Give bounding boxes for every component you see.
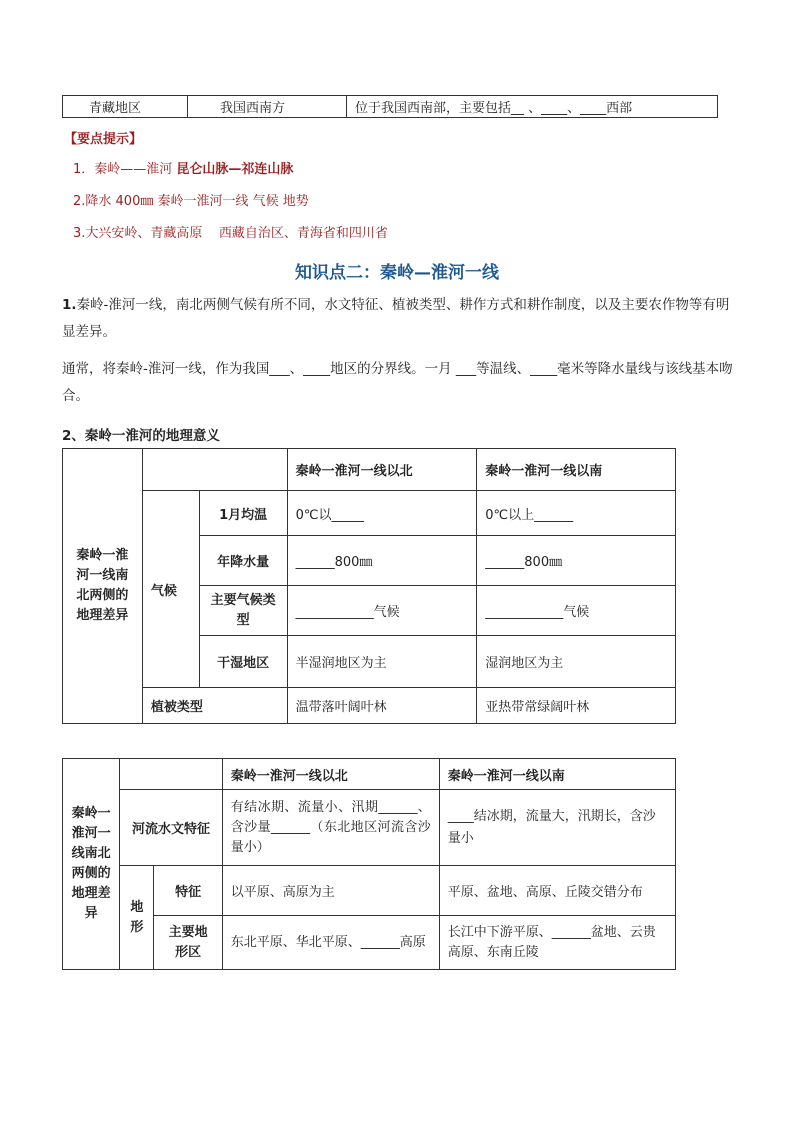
table-row [63, 759, 676, 790]
table-cell: 湿润地区为主 [477, 636, 676, 688]
paragraph-number: 1. [62, 297, 77, 313]
terrain-label: 地形 [120, 866, 154, 970]
hint-item [73, 222, 388, 241]
row-header: 主要地形区 [154, 916, 222, 970]
row-header: 干湿地区 [199, 636, 287, 688]
table-cell: 半湿润地区为主 [287, 636, 477, 688]
paragraph-2: 通常，将秦岭-淮河一线，作为我国___、____地区的分界线。一月 ___等温线、____毫米等降水量线与该线基本吻合。 [62, 361, 733, 404]
hint-item [73, 190, 309, 209]
table-cell [142, 449, 287, 491]
table-cell [120, 759, 222, 790]
row-header: 植被类型 [142, 688, 287, 724]
table-cell: ____结冰期，流量大，汛期长，含沙量小 [439, 790, 675, 866]
table-cell: 亚热带常绿阔叶林 [477, 688, 676, 724]
table-row [63, 96, 718, 118]
hint-text: 秦岭——淮河 [94, 162, 177, 177]
table-row [63, 688, 676, 724]
table-cell: 东北平原、华北平原、______高原 [222, 916, 439, 970]
sub-heading: 2、秦岭一淮河的地理意义 [62, 428, 220, 444]
paragraph-text: 秦岭-淮河一线，南北两侧气候有所不同，水文特征、植被类型、耕作方式和耕作制度，以及主要农作物等有明显差异。 [62, 297, 730, 340]
paragraph-1 [62, 292, 734, 346]
hint-number: 3. [73, 226, 86, 241]
column-header-north: 秦岭一淮河一线以北 [222, 759, 439, 790]
table-cell: 平原、盆地、高原、丘陵交错分布 [439, 866, 675, 916]
table-row [63, 491, 676, 536]
hints-title: 【要点提示】 [64, 132, 143, 147]
table-cell: ______800㎜ [287, 536, 477, 586]
row-header: 1月均温 [199, 491, 287, 536]
table-cell: 青藏地区 [63, 96, 188, 118]
section-heading: 知识点二：秦岭—淮河一线 [295, 263, 499, 283]
table-cell: 温带落叶阔叶林 [287, 688, 477, 724]
table-cell: 我国西南方 [188, 96, 347, 118]
table-cell: ______800㎜ [477, 536, 676, 586]
row-label: 秦岭一淮河一线南北两侧的地理差异 [63, 759, 120, 970]
hint-text: 大兴安岭、青藏高原 西藏自治区、青海省和四川省 [85, 226, 388, 241]
table-row [63, 790, 676, 866]
table-cell: 以平原、高原为主 [222, 866, 439, 916]
row-header: 年降水量 [199, 536, 287, 586]
hint-number: 2. [73, 194, 86, 209]
hint-answer: 昆仑山脉—祁连山脉 [176, 162, 294, 177]
column-header-north: 秦岭一淮河一线以北 [287, 449, 477, 491]
table-cell: 0℃以_____ [287, 491, 477, 536]
table-row [63, 866, 676, 916]
climate-table [62, 448, 676, 724]
hydrology-terrain-table [62, 758, 676, 970]
table-cell: 位于我国西南部，主要包括__ 、____、____西部 [347, 96, 718, 118]
column-header-south: 秦岭一淮河一线以南 [477, 449, 676, 491]
table-row [63, 449, 676, 491]
hint-item [73, 158, 293, 177]
row-label: 秦岭一淮河一线南北两侧的地理差异 [63, 449, 143, 724]
table-row [63, 916, 676, 970]
column-header-south: 秦岭一淮河一线以南 [439, 759, 675, 790]
row-header: 特征 [154, 866, 222, 916]
climate-label: 气候 [142, 491, 199, 688]
table-cell: 0℃以上______ [477, 491, 676, 536]
table-cell: 有结冰期、流量小、汛期______、含沙量______（东北地区河流含沙量小） [222, 790, 439, 866]
table-cell: 长江中下游平原、______盆地、云贵高原、东南丘陵 [439, 916, 675, 970]
top-table [62, 95, 718, 118]
table-cell: ____________气候 [287, 586, 477, 636]
row-header: 河流水文特征 [120, 790, 222, 866]
hint-text: 降水 400㎜ 秦岭一淮河一线 气候 地势 [85, 194, 309, 209]
table-cell: ____________气候 [477, 586, 676, 636]
row-header: 主要气候类型 [199, 586, 287, 636]
hint-number: 1． [73, 162, 95, 177]
